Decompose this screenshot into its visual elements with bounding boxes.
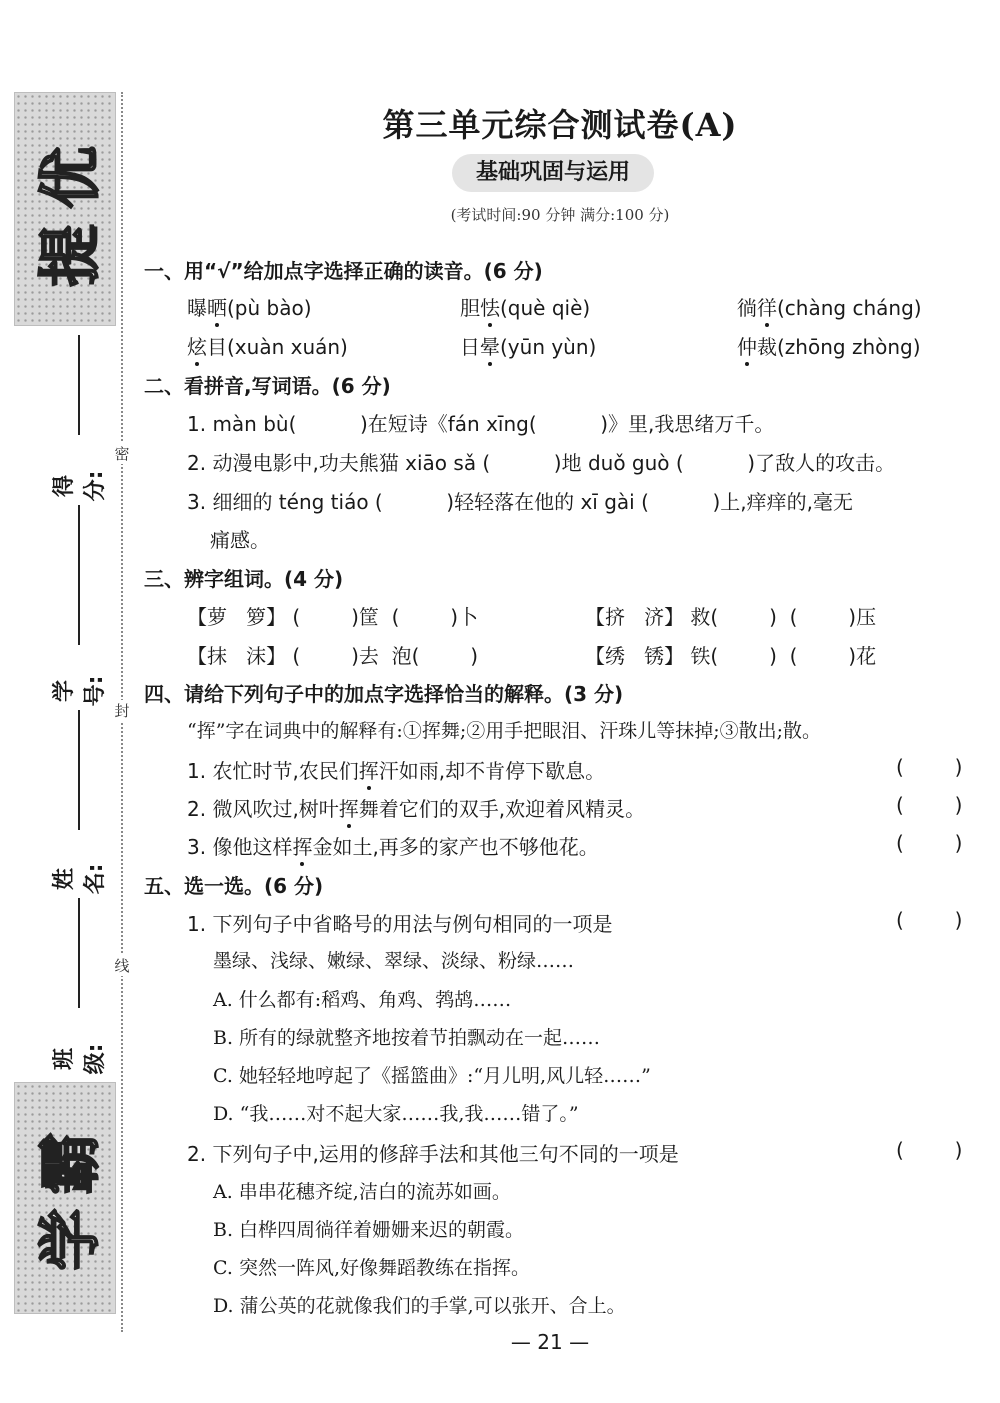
q2-heading: 二、看拼音,写词语。(6 分) (144, 374, 391, 398)
q4-heading: 四、请给下列句子中的加点字选择恰当的解释。(3 分) (144, 682, 624, 706)
q1-item-4: 炫目(xuàn xuán) (187, 331, 348, 360)
q5-sub2-option-a[interactable]: A. 串串花穗齐绽,洁白的流苏如画。 (213, 1181, 511, 1203)
score-label: 得分: (52, 470, 108, 502)
q4-item-2: 2. 微风吹过,树叶挥舞着它们的双手,欢迎着风精灵。 (187, 793, 645, 822)
seal-char-mi: 密 (112, 443, 132, 464)
class-label: 班级: (52, 1043, 108, 1075)
q5-sub1-option-a[interactable]: A. 什么都有:稻鸡、角鸡、鹁鸪…… (213, 989, 512, 1011)
q4-answer-1[interactable]: ( ) (896, 755, 963, 779)
q1-heading: 一、用“√”给加点字选择正确的读音。(6 分) (144, 259, 543, 283)
q5-sub1-option-c[interactable]: C. 她轻轻地哼起了《摇篮曲》:“月儿明,风儿轻……” (213, 1065, 651, 1087)
q1-item-1: 曝晒(pù bào) (187, 292, 312, 321)
number-label: 学号: (52, 675, 108, 707)
sidebar-brand-bottom (14, 1082, 116, 1314)
q3-row2-left: 【抹 沫】 ( )去 泡( ) (187, 644, 479, 668)
q5-sub1-answer[interactable]: ( ) (896, 908, 963, 932)
score-line (78, 335, 80, 435)
page-number: — 21 — (510, 1330, 590, 1354)
q5-sub1-option-b[interactable]: B. 所有的绿就整齐地按着节拍飘动在一起…… (213, 1027, 601, 1049)
q5-sub1-question: 1. 下列句子中省略号的用法与例句相同的一项是 (187, 912, 613, 936)
sidebar-brand-top (14, 92, 116, 326)
q5-sub2-option-b[interactable]: B. 白桦四周徜徉着姗姗来迟的朝霞。 (213, 1219, 525, 1241)
q4-item-1: 1. 农忙时节,农民们挥汗如雨,却不肯停下歇息。 (187, 755, 605, 784)
exam-time-info: (考试时间:90 分钟 满分:100 分) (450, 206, 670, 224)
q5-sub1-option-d[interactable]: D. “我……对不起大家……我,我……错了。” (213, 1103, 579, 1125)
q2-line-1: 1. màn bù( )在短诗《fán xīng( )》里,我思绪万千。 (187, 412, 775, 436)
q3-row1-right: 【挤 济】 救( ) ( )压 (585, 605, 877, 629)
seal-char-xian: 线 (112, 955, 132, 976)
q2-line-4: 痛感。 (210, 528, 270, 552)
brand-char-4: 霸 (33, 1132, 107, 1195)
seal-char-feng: 封 (112, 700, 132, 721)
number-line (78, 505, 80, 645)
q4-answer-3[interactable]: ( ) (896, 831, 963, 855)
q1-item-3: 徜徉(chàng cháng) (737, 292, 922, 321)
q1-item-5: 日晕(yūn yùn) (460, 331, 596, 360)
subtitle: 基础巩固与运用 (475, 160, 630, 185)
name-line (78, 710, 80, 830)
page-title: 第三单元综合测试卷(A) (382, 106, 738, 144)
q1-item-6: 仲裁(zhōng zhòng) (737, 331, 921, 360)
q5-sub2-option-d[interactable]: D. 蒲公英的花就像我们的手掌,可以张开、合上。 (213, 1295, 626, 1317)
q5-sub2-question: 2. 下列句子中,运用的修辞手法和其他三句不同的一项是 (187, 1142, 679, 1166)
q2-line-2: 2. 动漫电影中,功夫熊猫 xiāo sǎ ( )地 duǒ guò ( )了敌人的攻击。 (187, 451, 896, 475)
q5-sub1-example: 墨绿、浅绿、嫩绿、翠绿、淡绿、粉绿…… (213, 950, 575, 972)
class-line (78, 898, 80, 1008)
q1-item-2: 胆怯(què qiè) (460, 292, 590, 321)
q3-row2-right: 【绣 锈】 铁( ) ( )花 (585, 644, 877, 668)
q3-row1-left: 【萝 箩】 ( )筐 ( )卜 (187, 605, 479, 629)
q4-item-3: 3. 像他这样挥金如土,再多的家产也不够他花。 (187, 831, 599, 860)
q4-definition: “挥”字在词典中的解释有:①挥舞;②用手把眼泪、汗珠儿等抹掉;③散出;散。 (187, 720, 822, 742)
q4-answer-2[interactable]: ( ) (896, 793, 963, 817)
q3-heading: 三、辨字组词。(4 分) (144, 567, 344, 591)
q5-heading: 五、选一选。(6 分) (144, 874, 324, 898)
q2-line-3: 3. 细细的 téng tiáo ( )轻轻落在他的 xī gài ( )上,痒痒的,毫无 (187, 490, 853, 514)
brand-char-1: 提 (33, 224, 107, 287)
q5-sub2-answer[interactable]: ( ) (896, 1138, 963, 1162)
q5-sub2-option-c[interactable]: C. 突然一阵风,好像舞蹈教练在指挥。 (213, 1257, 530, 1279)
brand-char-2: 优 (33, 146, 107, 209)
name-label: 姓名: (52, 863, 108, 895)
brand-char-3: 学 (33, 1208, 107, 1271)
